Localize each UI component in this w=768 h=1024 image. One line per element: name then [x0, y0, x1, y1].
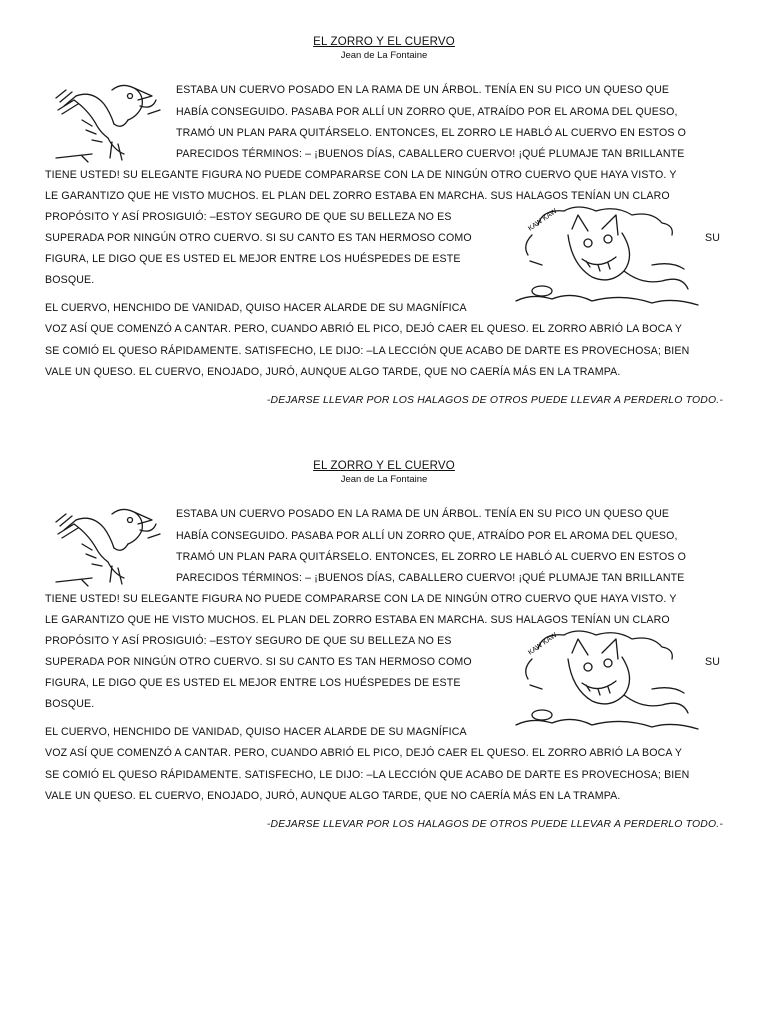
paragraph-line: SUPERADA POR NINGÚN OTRO CUERVO. SI SU CANTO ES TAN HERMOSO COMO [45, 232, 472, 244]
paragraph-line: FIGURA, LE DIGO QUE ES USTED EL MEJOR ENTRE LOS HUÉSPEDES DE ESTE [45, 677, 461, 689]
story-author: Jean de La Fontaine [340, 474, 428, 485]
paragraph-line: PROPÓSITO Y ASÍ PROSIGUIÓ: –ESTOY SEGURO DE QUE SU BELLEZA NO ES [45, 635, 452, 647]
crow-illustration [52, 80, 164, 164]
paragraph-line: EL CUERVO, HENCHIDO DE VANIDAD, QUISO HACER ALARDE DE SU MAGNÍFICA [45, 302, 467, 314]
paragraph-line: TIENE USTED! SU ELEGANTE FIGURA NO PUEDE COMPARARSE CON LA DE NINGÚN OTRO CUERVO QUE HAYA VISTO. Y [45, 593, 677, 605]
paragraph-line: LE GARANTIZO QUE HE VISTO MUCHOS. EL PLAN DEL ZORRO ESTABA EN MARCHA. SUS HALAGOS TENÍAN UN CLARO [45, 190, 670, 202]
paragraph-line: ESTABA UN CUERVO POSADO EN LA RAMA DE UN ÁRBOL. TENÍA EN SU PICO UN QUESO QUE [176, 84, 670, 96]
fox-illustration [512, 205, 702, 309]
story-2 [0, 424, 768, 844]
paragraph-line: SU [705, 656, 721, 668]
paragraph-line: HABÍA CONSEGUIDO. PASABA POR ALLÍ UN ZORRO QUE, ATRAÍDO POR EL AROMA DEL QUESO, [176, 530, 678, 542]
paragraph-line: FIGURA, LE DIGO QUE ES USTED EL MEJOR ENTRE LOS HUÉSPEDES DE ESTE [45, 253, 461, 265]
paragraph-line: VALE UN QUESO. EL CUERVO, ENOJADO, JURÓ, AUNQUE ALGO TARDE, QUE NO CAERÍA MÁS EN LA TRAMPA. [45, 366, 621, 378]
story-title: EL ZORRO Y EL CUERVO [313, 460, 455, 472]
paragraph-line: SU [705, 232, 721, 244]
paragraph-line: BOSQUE. [45, 274, 95, 286]
paragraph-line: TIENE USTED! SU ELEGANTE FIGURA NO PUEDE COMPARARSE CON LA DE NINGÚN OTRO CUERVO QUE HAYA VISTO. Y [45, 169, 677, 181]
paragraph-line: SE COMIÓ EL QUESO RÁPIDAMENTE. SATISFECHO, LE DIJO: –LA LECCIÓN QUE ACABO DE DARTE ES PROVECHOSA; BIEN [45, 345, 690, 357]
fox-illustration [512, 629, 702, 733]
fox-caption: KAW KAW [527, 631, 559, 657]
paragraph-line: HABÍA CONSEGUIDO. PASABA POR ALLÍ UN ZORRO QUE, ATRAÍDO POR EL AROMA DEL QUESO, [176, 106, 678, 118]
story-moral: -DEJARSE LLEVAR POR LOS HALAGOS DE OTROS PUEDE LLEVAR A PERDERLO TODO.- [266, 819, 723, 830]
story-moral: -DEJARSE LLEVAR POR LOS HALAGOS DE OTROS PUEDE LLEVAR A PERDERLO TODO.- [266, 395, 723, 406]
paragraph-line: EL CUERVO, HENCHIDO DE VANIDAD, QUISO HACER ALARDE DE SU MAGNÍFICA [45, 726, 467, 738]
story-title: EL ZORRO Y EL CUERVO [313, 36, 455, 48]
paragraph-line: VALE UN QUESO. EL CUERVO, ENOJADO, JURÓ, AUNQUE ALGO TARDE, QUE NO CAERÍA MÁS EN LA TRAMPA. [45, 790, 621, 802]
paragraph-line: PARECIDOS TÉRMINOS: – ¡BUENOS DÍAS, CABALLERO CUERVO! ¡QUÉ PLUMAJE TAN BRILLANTE [176, 572, 685, 584]
paragraph-line: TRAMÓ UN PLAN PARA QUITÁRSELO. ENTONCES, EL ZORRO LE HABLÓ AL CUERVO EN ESTOS O [176, 127, 687, 139]
paragraph-line: LE GARANTIZO QUE HE VISTO MUCHOS. EL PLAN DEL ZORRO ESTABA EN MARCHA. SUS HALAGOS TENÍAN UN CLARO [45, 614, 670, 626]
crow-illustration [52, 504, 164, 588]
paragraph-line: PROPÓSITO Y ASÍ PROSIGUIÓ: –ESTOY SEGURO DE QUE SU BELLEZA NO ES [45, 211, 452, 223]
paragraph-line: SE COMIÓ EL QUESO RÁPIDAMENTE. SATISFECHO, LE DIJO: –LA LECCIÓN QUE ACABO DE DARTE ES PROVECHOSA; BIEN [45, 769, 690, 781]
paragraph-line: PARECIDOS TÉRMINOS: – ¡BUENOS DÍAS, CABALLERO CUERVO! ¡QUÉ PLUMAJE TAN BRILLANTE [176, 148, 685, 160]
paragraph-line: SUPERADA POR NINGÚN OTRO CUERVO. SI SU CANTO ES TAN HERMOSO COMO [45, 656, 472, 668]
fox-caption: KAW KAW [527, 207, 559, 233]
paragraph-line: BOSQUE. [45, 698, 95, 710]
paragraph-line: VOZ ASÍ QUE COMENZÓ A CANTAR. PERO, CUANDO ABRIÓ EL PICO, DEJÓ CAER EL QUESO. EL ZORRO ABRIÓ LA BOCA Y [45, 323, 683, 335]
paragraph-line: ESTABA UN CUERVO POSADO EN LA RAMA DE UN ÁRBOL. TENÍA EN SU PICO UN QUESO QUE [176, 508, 670, 520]
story-1 [0, 0, 768, 420]
paragraph-line: TRAMÓ UN PLAN PARA QUITÁRSELO. ENTONCES, EL ZORRO LE HABLÓ AL CUERVO EN ESTOS O [176, 551, 687, 563]
story-author: Jean de La Fontaine [340, 50, 428, 61]
paragraph-line: VOZ ASÍ QUE COMENZÓ A CANTAR. PERO, CUANDO ABRIÓ EL PICO, DEJÓ CAER EL QUESO. EL ZORRO ABRIÓ LA BOCA Y [45, 747, 683, 759]
